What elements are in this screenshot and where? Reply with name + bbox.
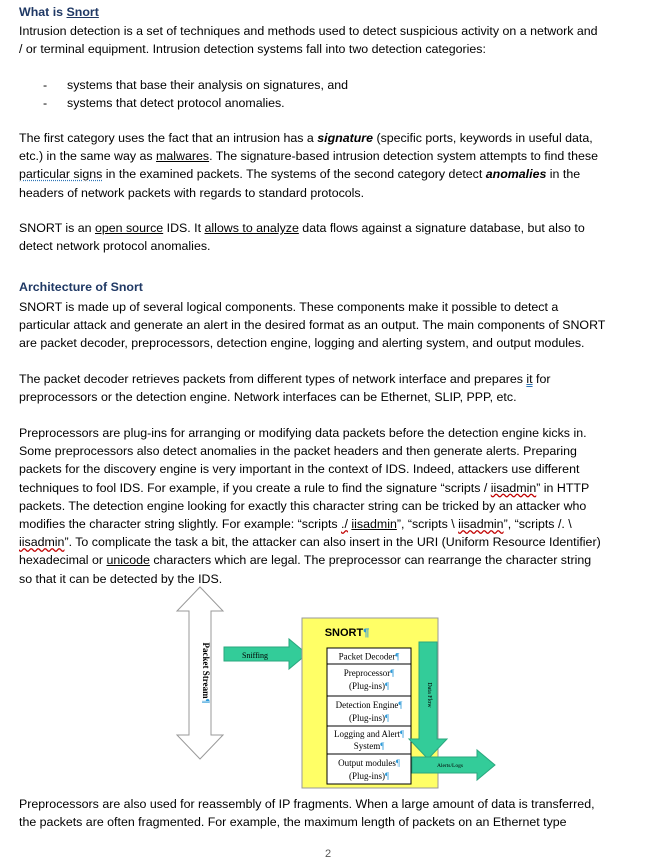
detection-engine-label: Detection Engine¶ <box>335 700 403 710</box>
emphasis-signature: signature <box>317 131 374 145</box>
heading-prefix: What is <box>19 5 67 19</box>
logging-alert-system-label: System¶ <box>353 741 385 751</box>
text-line: Preprocessors are plug-ins for arranging or modifying data packets before the detection engine kicks in. <box>19 426 587 440</box>
text-line: so that it can be detected by the IDS. <box>19 571 223 586</box>
text-line: The first category uses the fact that an intrusion has a signature (specific ports, keywords in useful data, <box>19 131 593 145</box>
text-line: hexadecimal or unicode characters which are legal. The preprocessor can rearrange the character string <box>19 553 592 568</box>
preprocessor-label: Preprocessor¶ <box>343 668 395 678</box>
text-line: packets. The detection engine looking for exactly this character string can be tricked by an attacker who <box>19 498 587 513</box>
snort-title: SNORT¶ <box>324 627 370 639</box>
text-line: packets for the discovery engine is very important in the context of IDS. Indeed, attackers use different <box>19 462 580 477</box>
text-line: modifies the character string slightly. For example: “scripts ./ iisadmin”, “scripts \ iisadmin”, “scripts /. \ <box>19 517 572 532</box>
allows-to-analyze-link[interactable]: allows to analyze <box>204 221 299 235</box>
text-line: are packet decoder, preprocessors, detection engine, logging and alerting system, and output modules. <box>19 336 585 351</box>
component-stack <box>327 648 411 784</box>
text-line: SNORT is an open source IDS. It allows to analyze data flows against a signature database, but also to <box>19 221 585 235</box>
it-text: it <box>526 372 533 386</box>
bullet-item: - systems that detect protocol anomalies. <box>43 96 285 110</box>
output-modules-plugins-label: (Plug-ins)¶ <box>348 771 390 781</box>
text-line: Some preprocessors also detect anomalies in the packet headers and then generate alerts. Preparing <box>19 444 577 459</box>
paragraph-packet-decoder <box>19 370 643 406</box>
bullet-text: systems that detect protocol anomalies. <box>67 96 285 110</box>
heading-architecture: Architecture of Snort <box>19 280 143 294</box>
logging-alert-label: Logging and Alert¶ <box>333 729 405 739</box>
output-modules-label: Output modules¶ <box>338 758 400 768</box>
heading-what-is-snort <box>19 5 99 19</box>
text-line: Intrusion detection is a set of techniques and methods used to detect suspicious activity on a network and <box>19 24 598 38</box>
preprocessor-plugins-label: (Plug-ins)¶ <box>348 681 390 691</box>
paragraph-components <box>19 298 643 353</box>
text-line: iisadmin”. To complicate the task a bit, the attacker can also insert in the URI (Uniform Resource Identifier) <box>19 535 601 550</box>
snort-link[interactable]: Snort <box>66 5 99 19</box>
paragraph-intro <box>19 22 643 58</box>
packet-stream-arrow <box>177 587 223 759</box>
text-line: the packets are often fragmented. For example, the maximum length of packets on an Ethernet type <box>19 815 567 830</box>
sniffing-label: Sniffing <box>241 651 269 660</box>
open-source-link[interactable]: open source <box>94 221 164 235</box>
paragraph-categories <box>19 129 643 202</box>
text-line: particular attack and generate an alert in the desired format as an output. The main components of SNORT <box>19 318 606 333</box>
particular-signs-text: particular signs <box>19 167 103 182</box>
bullet-text: systems that base their analysis on signatures, and <box>67 78 349 92</box>
text-line: preprocessors or the detection engine. Network interfaces can be Ethernet, SLIP, PPP, etc. <box>19 390 517 405</box>
emphasis-anomalies: anomalies <box>485 167 547 182</box>
page-number: 2 <box>325 848 332 860</box>
packet-stream-label: Packet Stream¶ <box>201 642 211 704</box>
text-line: headers of network packets with regards to standard protocols. <box>19 185 365 200</box>
packet-decoder-label: Packet Decoder¶ <box>338 651 400 662</box>
text-line: detect network protocol anomalies. <box>19 239 211 254</box>
text-line: particular signs in the examined packets. The systems of the second category detect anomalies in the <box>19 167 581 182</box>
paragraph-reassembly <box>19 795 643 831</box>
data-flow-label: Data Flow <box>426 682 432 708</box>
alerts-logs-label: Alerts/Logs <box>437 763 463 769</box>
text-line: The packet decoder retrieves packets from different types of network interface and prepares it for <box>19 372 551 386</box>
text-line: etc.) in the same way as malwares. The signature-based intrusion detection system attempts to find these <box>19 149 598 164</box>
bullet-item: - systems that base their analysis on signatures, and <box>43 78 349 92</box>
text-line: / or terminal equipment. Intrusion detection systems fall into two detection categories: <box>19 42 486 57</box>
text-line: SNORT is made up of several logical components. These components make it possible to detect a <box>19 300 559 314</box>
text-line: techniques to fool IDS. For example, if you create a rule to find the signature “scripts / iisadmin” in HTTP <box>19 480 590 495</box>
malwares-link[interactable]: malwares <box>156 149 210 164</box>
paragraph-open-source <box>19 219 643 255</box>
detection-engine-plugins-label: (Plug-ins)¶ <box>348 713 390 723</box>
text-line: Preprocessors are also used for reassembly of IP fragments. When a large amount of data is transferred, <box>19 797 595 811</box>
paragraph-preprocessors <box>19 424 643 588</box>
snort-architecture-diagram <box>175 585 505 790</box>
